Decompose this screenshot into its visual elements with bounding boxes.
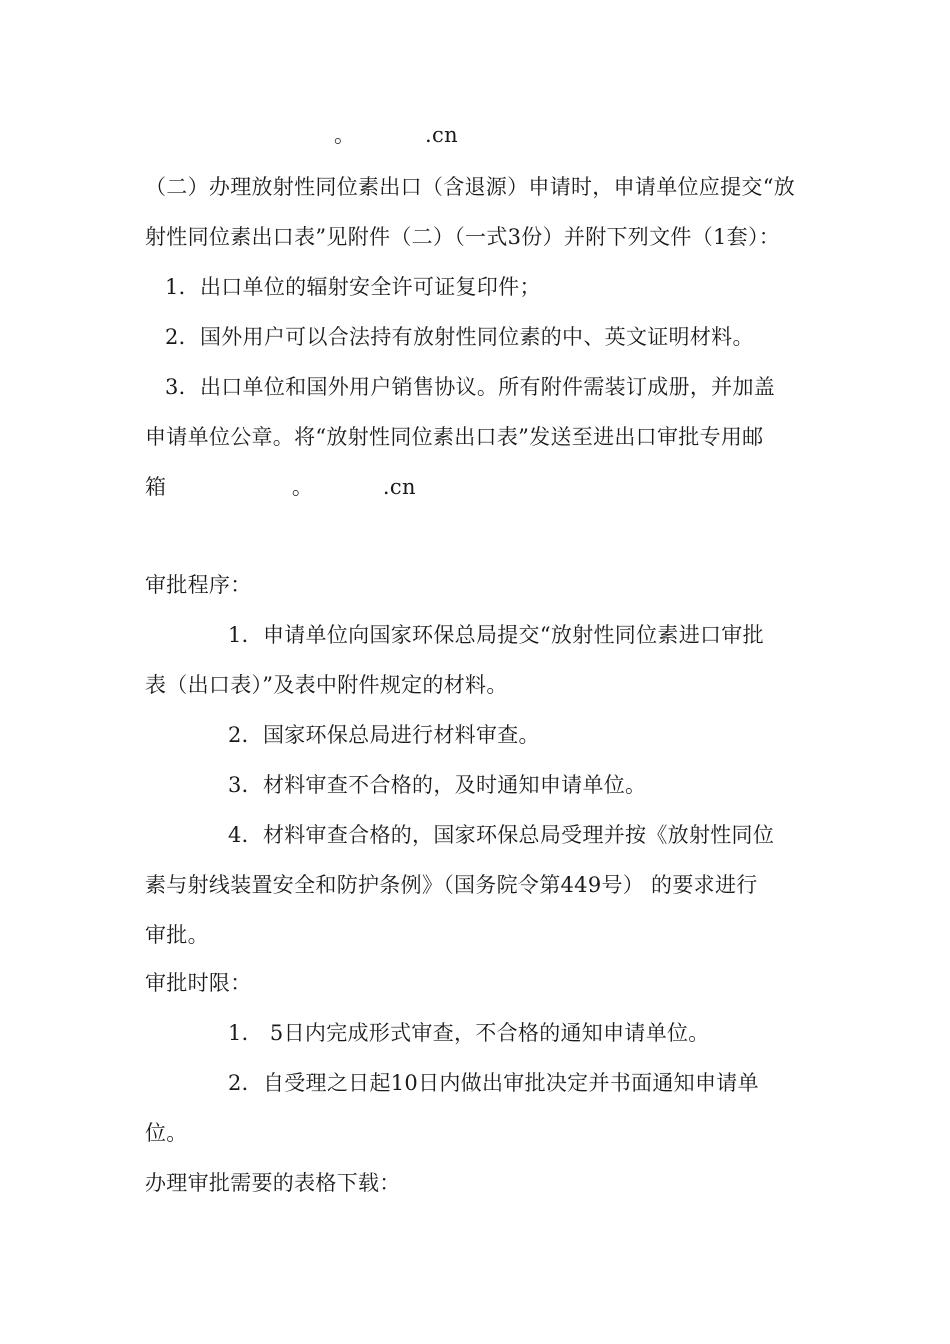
procedure-item-3: 3．材料审查不合格的，及时通知申请单位。 xyxy=(228,773,647,797)
time-limit-item-2-cont: 位。 xyxy=(145,1121,188,1145)
paragraph-export-application: （二）办理放射性同位素出口（含退源）申请时，申请单位应提交“放 xyxy=(145,175,796,199)
procedure-item-4-end: 审批。 xyxy=(145,923,209,947)
procedure-item-1-cont: 表（出口表）”及表中附件规定的材料。 xyxy=(145,673,508,697)
time-limit-item-2: 2．自受理之日起10日内做出审批决定并书面通知申请单 xyxy=(228,1071,759,1095)
list-item-3: 3．出口单位和国外用户销售协议。所有附件需装订成册，并加盖 xyxy=(165,375,776,399)
email-line-1: 。 .cn xyxy=(334,123,458,147)
heading-approval-procedure: 审批程序： xyxy=(145,573,252,597)
email-line-2: 箱 。 .cn xyxy=(145,475,416,499)
procedure-item-4-cont: 素与射线装置安全和防护条例》（国务院令第449号） 的要求进行 xyxy=(145,873,758,897)
list-item-1: 1．出口单位的辐射安全许可证复印件； xyxy=(165,275,541,299)
list-item-2: 2．国外用户可以合法持有放射性同位素的中、英文证明材料。 xyxy=(165,325,754,349)
paragraph-export-application-cont: 射性同位素出口表”见附件（二）（一式3份）并附下列文件（1套）： xyxy=(145,225,781,249)
procedure-item-2: 2．国家环保总局进行材料审查。 xyxy=(228,723,540,747)
list-item-3-cont: 申请单位公章。将“放射性同位素出口表”发送至进出口审批专用邮 xyxy=(145,425,764,449)
procedure-item-4: 4．材料审查合格的，国家环保总局受理并按《放射性同位 xyxy=(228,823,775,847)
time-limit-item-1: 1． 5日内完成形式审查，不合格的通知申请单位。 xyxy=(228,1021,710,1045)
heading-approval-time-limit: 审批时限： xyxy=(145,971,252,995)
procedure-item-1: 1．申请单位向国家环保总局提交“放射性同位素进口审批 xyxy=(228,623,764,647)
heading-forms-download: 办理审批需要的表格下载： xyxy=(145,1171,401,1195)
